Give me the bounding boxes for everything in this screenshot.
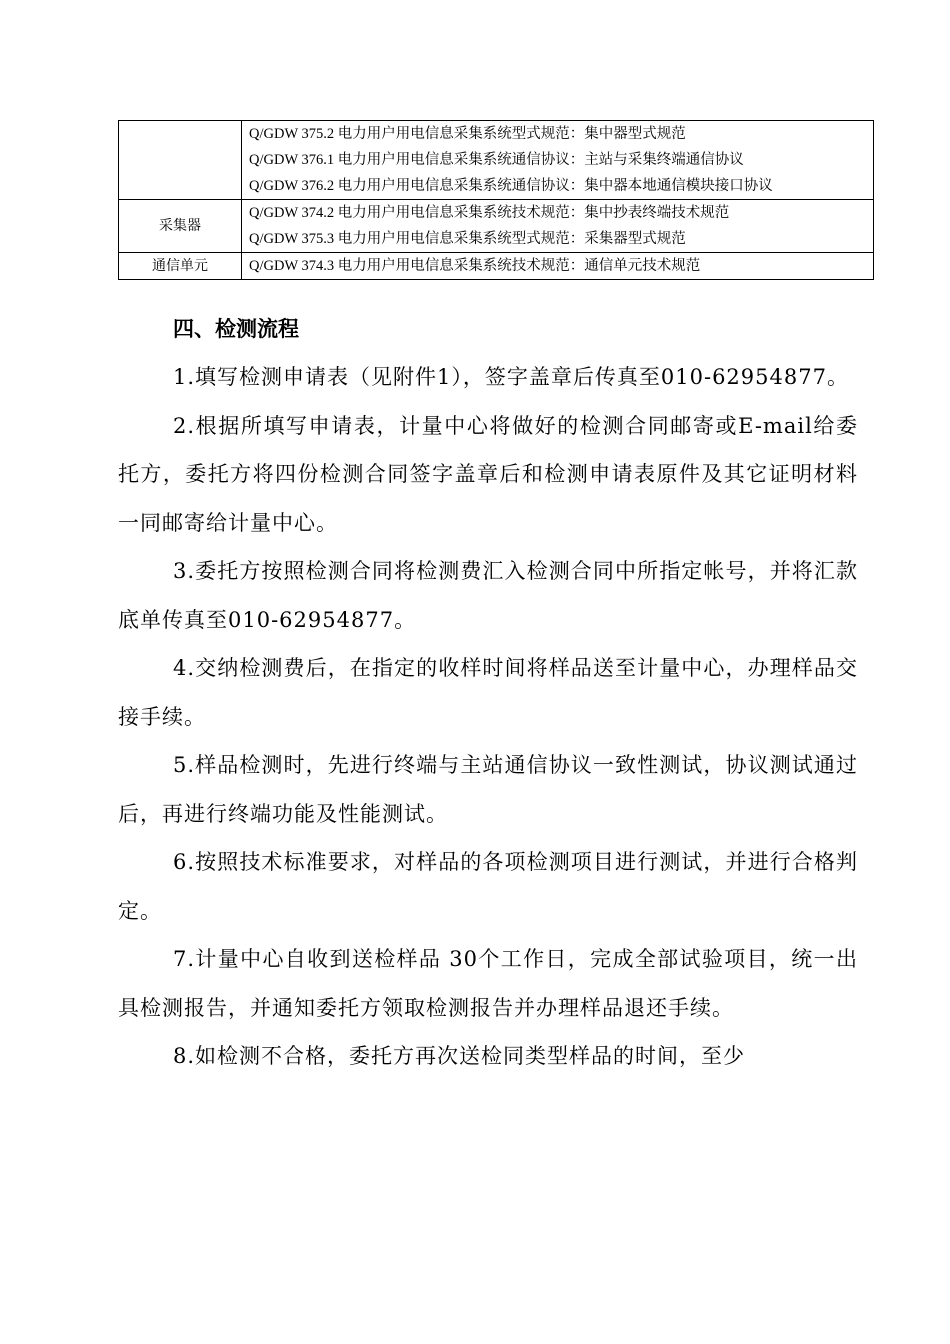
standard-item: Q/GDW 376.2 电力用户用电信息采集系统通信协议：集中器本地通信模块接口协议 (249, 178, 773, 194)
standards-cell (242, 200, 874, 253)
category-cell: 通信单元 (119, 253, 242, 280)
standards-table (118, 120, 874, 280)
document-body (118, 305, 858, 1081)
category-cell (119, 121, 242, 200)
standard-item: Q/GDW 374.2 电力用户用电信息采集系统技术规范：集中抄表终端技术规范 (249, 205, 730, 221)
standards-cell (242, 253, 874, 280)
standard-item: Q/GDW 375.3 电力用户用电信息采集系统型式规范：采集器型式规范 (249, 231, 686, 247)
standard-item: Q/GDW 374.3 电力用户用电信息采集系统技术规范：通信单元技术规范 (249, 258, 701, 274)
paragraph-step-2: 2.根据所填写申请表，计量中心将做好的检测合同邮寄或E-mail给委托方，委托方将四份检测合同签字盖章后和检测申请表原件及其它证明材料一同邮寄给计量中心。 (118, 413, 858, 535)
paragraph-step-5: 5.样品检测时，先进行终端与主站通信协议一致性测试，协议测试通过后，再进行终端功能及性能测试。 (118, 753, 858, 826)
table-row (119, 121, 874, 200)
paragraph-step-4: 4.交纳检测费后，在指定的收样时间将样品送至计量中心，办理样品交接手续。 (118, 656, 858, 729)
category-cell: 采集器 (119, 200, 242, 253)
paragraph-step-1: 1.填写检测申请表（见附件1），签字盖章后传真至010-62954877。 (173, 365, 849, 389)
standards-cell (242, 121, 874, 200)
table-row (119, 253, 874, 280)
table-row (119, 200, 874, 253)
standard-item: Q/GDW 376.1 电力用户用电信息采集系统通信协议：主站与采集终端通信协议 (249, 152, 744, 168)
paragraph-step-6: 6.按照技术标准要求，对样品的各项检测项目进行测试，并进行合格判定。 (118, 850, 858, 923)
paragraph-step-3: 3.委托方按照检测合同将检测费汇入检测合同中所指定帐号，并将汇款底单传真至010-62954877。 (118, 559, 858, 632)
section-heading: 四、检测流程 (173, 317, 299, 341)
standard-item: Q/GDW 375.2 电力用户用电信息采集系统型式规范：集中器型式规范 (249, 126, 686, 142)
paragraph-step-7: 7.计量中心自收到送检样品 30个工作日，完成全部试验项目，统一出具检测报告，并通知委托方领取检测报告并办理样品退还手续。 (118, 947, 858, 1020)
paragraph-step-8: 8.如检测不合格，委托方再次送检同类型样品的时间，至少 (173, 1044, 746, 1068)
